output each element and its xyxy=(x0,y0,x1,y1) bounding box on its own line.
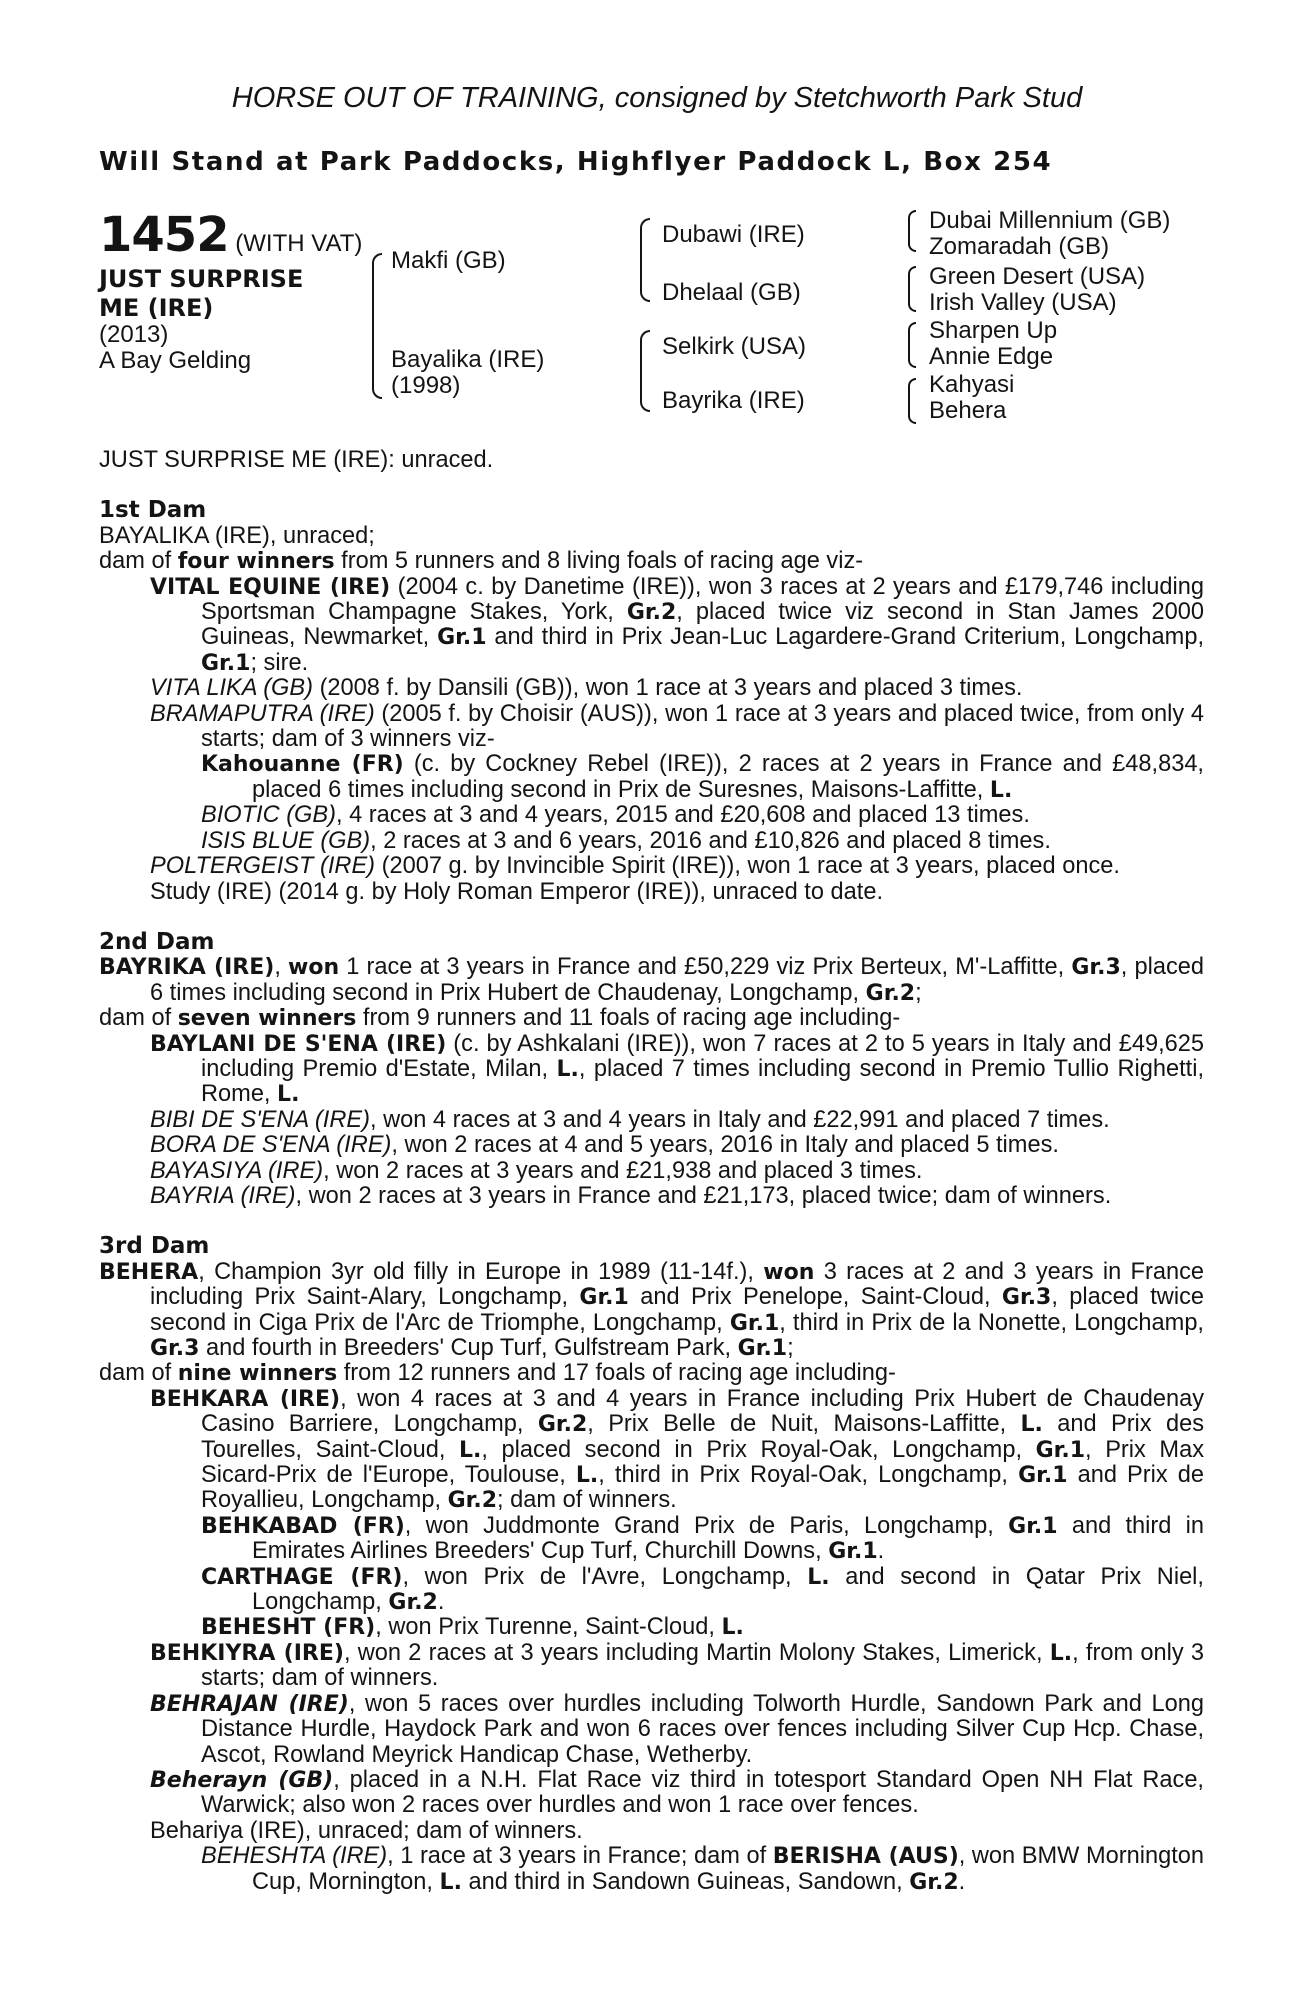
race-summary: JUST SURPRISE ME (IRE): unraced. xyxy=(99,447,494,473)
pedigree-dam-dam: Bayrika (IRE) xyxy=(662,387,805,414)
pedigree-ggp-6: Annie Edge xyxy=(929,343,1054,370)
pedigree-sire: Makfi (GB) xyxy=(391,247,506,274)
pedigree-ggp-7: Kahyasi xyxy=(929,371,1015,398)
pedigree-bracket xyxy=(908,322,916,368)
produce-entry: BORA DE S'ENA (IRE), won 2 races at 4 and 5 years, 2016 in Italy and placed 5 times. xyxy=(150,1132,1059,1159)
pedigree-ggp-3: Green Desert (USA) xyxy=(929,263,1146,290)
produce-entry: BIBI DE S'ENA (IRE), won 4 races at 3 and 4 years in Italy and £22,991 and placed 7 times. xyxy=(150,1106,1110,1133)
dam-produce-line: dam of seven winners from 9 runners and 11 foals of racing age including- xyxy=(99,1005,901,1032)
produce-entry: Study (IRE) (2014 g. by Holy Roman Emperor (IRE)), unraced to date. xyxy=(150,878,884,905)
produce-entry: ISIS BLUE (GB), 2 races at 3 and 6 years, 2016 and £10,826 and placed 8 times. xyxy=(201,827,1051,854)
produce-entry: BRAMAPUTRA (IRE) (2005 f. by Choisir (AUS)), won 1 race at 3 years and placed twice, from only 4 starts; dam of 3 winners viz- xyxy=(150,700,1204,753)
pedigree-bracket xyxy=(908,210,916,252)
pedigree-sire-dam: Dhelaal (GB) xyxy=(662,279,801,306)
pedigree-bracket xyxy=(640,330,650,412)
pedigree-bracket xyxy=(640,218,650,302)
produce-entry: BEHKIYRA (IRE), won 2 races at 3 years including Martin Molony Stakes, Limerick, L., from only 3 starts; dam of winners. xyxy=(150,1639,1204,1692)
produce-entry: BAYRIA (IRE), won 2 races at 3 years in France and £21,173, placed twice; dam of winners. xyxy=(150,1182,1112,1209)
produce-entry: POLTERGEIST (IRE) (2007 g. by Invincible Spirit (IRE)), won 1 race at 3 years, placed once. xyxy=(150,853,1120,880)
pedigree-ggp-4: Irish Valley (USA) xyxy=(929,289,1117,316)
produce-entry: Behariya (IRE), unraced; dam of winners. xyxy=(150,1817,583,1844)
produce-entry: BEHKARA (IRE), won 4 races at 3 and 4 years in France including Prix Hubert de Chaudenay Casino Barriere, Longchamp, Gr.2, Prix Belle de Nuit, Maisons-Laffitte, L. and Prix des Tourelles, Saint-Cloud, L., placed second in Prix Royal-Oak, Longchamp, Gr.1, Prix Max Sicard-Prix de l'Europe, Toulouse, L., third in Prix Royal-Oak, Longchamp, Gr.1 and Prix de Royallieu, Longchamp, Gr.2; dam of winners. xyxy=(150,1385,1205,1514)
horse-name xyxy=(99,265,303,323)
dam-line: BEHERA, Champion 3yr old filly in Europe in 1989 (11-14f.), won 3 races at 2 and 3 years in France including Prix Saint-Alary, Longchamp, Gr.1 and Prix Penelope, Saint-Cloud, Gr.3, placed twice second in Ciga Prix de l'Arc de Triomphe, Longchamp, Gr.1, third in Prix de la Nonette, Longchamp, Gr.3 and fourth in Breeders' Cup Turf, Gulfstream Park, Gr.1; xyxy=(99,1258,1204,1361)
produce-entry: BEHRAJAN (IRE), won 5 races over hurdles including Tolworth Hurdle, Sandown Park and Long Distance Hurdle, Haydock Park and won 6 races over fences including Silver Cup Hcp. Chase, Ascot, Rowland Meyrick Handicap Chase, Wetherby. xyxy=(150,1690,1204,1768)
produce-entry: Beherayn (GB), placed in a N.H. Flat Race viz third in totesport Standard Open NH Flat Race, Warwick; also won 2 races over hurdles and won 1 race over fences. xyxy=(150,1766,1204,1819)
third-dam-heading: 3rd Dam xyxy=(99,1233,210,1260)
vat-label: (WITH VAT) xyxy=(235,230,363,257)
pedigree-bracket xyxy=(908,266,916,312)
page-title: HORSE OUT OF TRAINING, consigned by Stetchworth Park Stud xyxy=(231,82,1083,114)
dam-line: BAYALIKA (IRE), unraced; xyxy=(99,522,375,549)
produce-entry: BEHESHTA (IRE), 1 race at 3 years in France; dam of BERISHA (AUS), won BMW Mornington Cup, Mornington, L. and third in Sandown Guineas, Sandown, Gr.2. xyxy=(201,1843,1204,1895)
dam-produce-line: dam of four winners from 5 runners and 8 living foals of racing age viz- xyxy=(99,548,864,575)
first-dam-heading: 1st Dam xyxy=(99,497,207,524)
produce-entry: BAYLANI DE S'ENA (IRE) (c. by Ashkalani (IRE)), won 7 races at 2 to 5 years in Italy and £49,625 including Premio d'Estate, Milan, L., placed 7 times including second in Premio Tullio Righetti, Rome, L. xyxy=(150,1030,1204,1108)
second-dam-heading: 2nd Dam xyxy=(99,928,215,955)
pedigree-bracket xyxy=(908,378,916,424)
pedigree-ggp-2: Zomaradah (GB) xyxy=(929,233,1110,260)
dam-produce-line: dam of nine winners from 12 runners and 17 foals of racing age including- xyxy=(99,1360,896,1387)
pedigree-sire-sire: Dubawi (IRE) xyxy=(662,221,805,248)
produce-entry: BIOTIC (GB), 4 races at 3 and 4 years, 2015 and £20,608 and placed 13 times. xyxy=(201,802,1030,829)
lot-number-value: 1452 xyxy=(99,207,229,263)
pedigree-bracket xyxy=(372,253,382,399)
produce-entry: BAYASIYA (IRE), won 2 races at 3 years and £21,938 and placed 3 times. xyxy=(150,1157,923,1184)
pedigree-ggp-1: Dubai Millennium (GB) xyxy=(929,207,1171,234)
produce-entry: BEHESHT (FR), won Prix Turenne, Saint-Cloud, L. xyxy=(201,1614,744,1641)
produce-entry: Kahouanne (FR) (c. by Cockney Rebel (IRE)), 2 races at 2 years in France and £48,834, placed 6 times including second in Prix de Suresnes, Maisons-Laffitte, L. xyxy=(201,751,1204,803)
stand-location: Will Stand at Park Paddocks, Highflyer Paddock L, Box 254 xyxy=(99,147,1053,177)
produce-entry: VITA LIKA (GB) (2008 f. by Dansili (GB)), won 1 race at 3 years and placed 3 times. xyxy=(150,675,1023,702)
pedigree-ggp-8: Behera xyxy=(929,397,1007,424)
pedigree-dam-sire: Selkirk (USA) xyxy=(662,333,807,360)
pedigree-ggp-5: Sharpen Up xyxy=(929,317,1058,344)
catalogue-body xyxy=(99,448,1204,1895)
produce-entry: VITAL EQUINE (IRE) (2004 c. by Danetime (IRE)), won 3 races at 2 years and £179,746 including Sportsman Champagne Stakes, York, Gr.2, placed twice viz second in Stan James 2000 Guineas, Newmarket, Gr.1 and third in Prix Jean-Luc Lagardere-Grand Criterium, Longchamp, Gr.1; sire. xyxy=(150,573,1205,676)
pedigree-dam: Bayalika (IRE) xyxy=(391,346,545,373)
produce-entry: CARTHAGE (FR), won Prix de l'Avre, Longchamp, L. and second in Qatar Prix Niel, Longchamp, Gr.2. xyxy=(201,1563,1204,1616)
lot-number xyxy=(99,207,362,263)
horse-name-line1: JUST SURPRISE xyxy=(99,265,304,293)
horse-description: A Bay Gelding xyxy=(99,347,252,374)
dam-line: BAYRIKA (IRE), won 1 race at 3 years in France and £50,229 viz Prix Berteux, M'-Laffitte, Gr.3, placed 6 times including second in Prix Hubert de Chaudenay, Longchamp, Gr.2; xyxy=(99,954,1204,1006)
horse-name-line2: ME (IRE) xyxy=(99,294,214,322)
produce-entry: BEHKABAD (FR), won Juddmonte Grand Prix de Paris, Longchamp, Gr.1 and third in Emirates Airlines Breeders' Cup Turf, Churchill Downs, Gr.1. xyxy=(201,1512,1205,1565)
pedigree-dam-year: (1998) xyxy=(391,372,461,399)
foaling-year: (2013) xyxy=(99,321,169,348)
